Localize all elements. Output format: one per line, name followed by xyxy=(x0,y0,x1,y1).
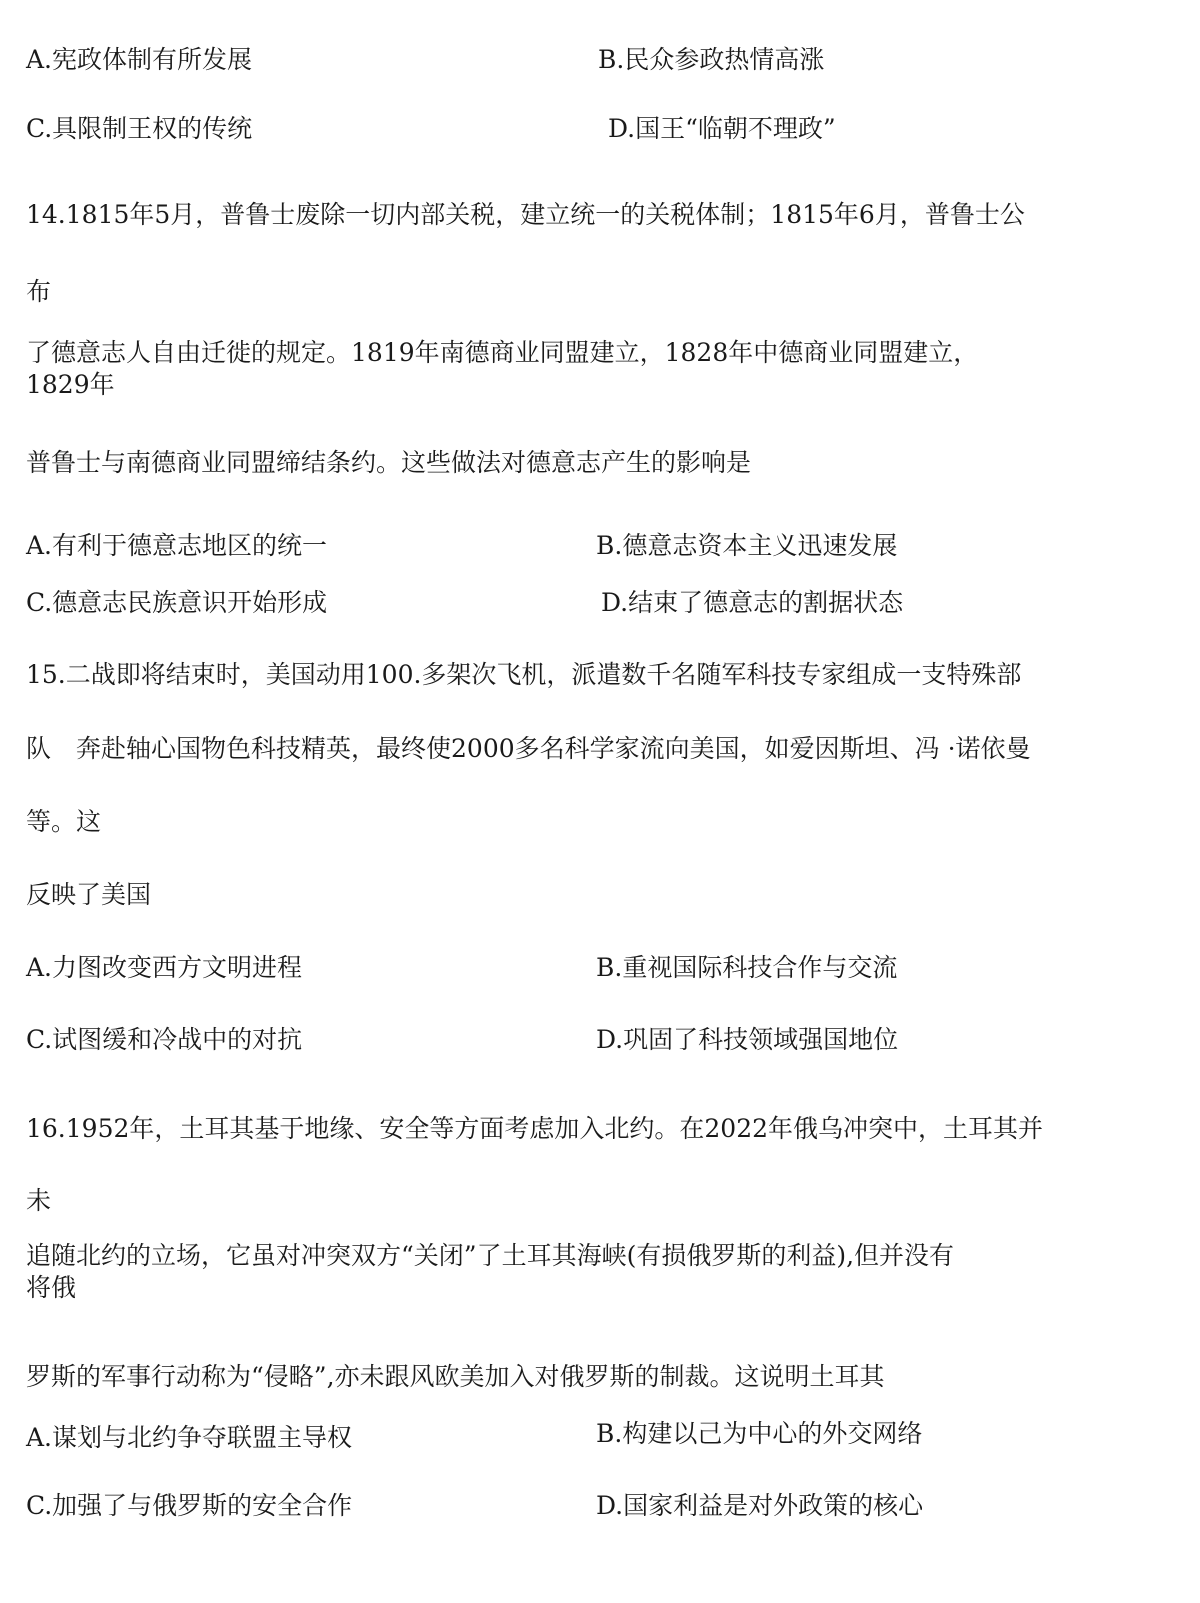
q14-option-a: A.有利于德意志地区的统一 xyxy=(26,531,328,560)
q16-stem-line-3: 追随北约的立场，它虽对冲突双方“关闭”了土耳其海峡(有损俄罗斯的利益),但并没有 xyxy=(26,1241,955,1270)
q16-stem-line-1: 16.1952年，土耳其基于地缘、安全等方面考虑加入北约。在2022年俄乌冲突中，土耳其并 xyxy=(26,1114,1044,1143)
q15-stem-line-2: 队 奔赴轴心国物色科技精英，最终使2000多名科学家流向美国，如爱因斯坦、冯 ·诺依曼 xyxy=(26,734,1031,763)
q15-stem-line-4: 反映了美国 xyxy=(26,880,152,909)
q16-option-c: C.加强了与俄罗斯的安全合作 xyxy=(26,1491,353,1520)
q16-stem-line-4: 将俄 xyxy=(26,1273,77,1302)
q16-stem-line-2: 未 xyxy=(26,1186,52,1215)
q16-stem-line-5: 罗斯的军事行动称为“侵略”,亦未跟风欧美加入对俄罗斯的制裁。这说明土耳其 xyxy=(26,1362,885,1391)
q13-option-c: C.具限制王权的传统 xyxy=(26,114,253,143)
q16-option-d: D.国家利益是对外政策的核心 xyxy=(596,1491,924,1520)
q13-option-d: D.国王“临朝不理政” xyxy=(608,114,836,143)
q13-option-a: A.宪政体制有所发展 xyxy=(26,45,253,74)
q14-stem-line-4: 1829年 xyxy=(26,370,115,399)
q15-stem-line-3: 等。这 xyxy=(26,807,102,836)
q14-stem-line-2: 布 xyxy=(26,277,52,306)
q14-option-c: C.德意志民族意识开始形成 xyxy=(26,588,328,617)
q14-stem-line-3: 了德意志人自由迁徙的规定。1819年南德商业同盟建立，1828年中德商业同盟建立， xyxy=(26,338,979,367)
q15-option-d: D.巩固了科技领域强国地位 xyxy=(596,1025,899,1054)
q15-option-a: A.力图改变西方文明进程 xyxy=(26,953,303,982)
q16-option-a: A.谋划与北约争夺联盟主导权 xyxy=(26,1423,353,1452)
q14-stem-line-1: 14.1815年5月，普鲁士废除一切内部关税，建立统一的关税体制；1815年6月，普鲁士公 xyxy=(26,200,1025,229)
q14-option-b: B.德意志资本主义迅速发展 xyxy=(596,531,898,560)
q14-stem-line-5: 普鲁士与南德商业同盟缔结条约。这些做法对德意志产生的影响是 xyxy=(26,448,752,477)
q15-option-b: B.重视国际科技合作与交流 xyxy=(596,953,898,982)
q15-option-c: C.试图缓和冷战中的对抗 xyxy=(26,1025,303,1054)
q14-option-d: D.结束了德意志的割据状态 xyxy=(601,588,904,617)
q13-option-b: B.民众参政热情高涨 xyxy=(598,45,825,74)
q15-stem-line-1: 15.二战即将结束时，美国动用100.多架次飞机，派遣数千名随军科技专家组成一支特殊部 xyxy=(26,660,1022,689)
q16-option-b: B.构建以己为中心的外交网络 xyxy=(596,1419,923,1448)
